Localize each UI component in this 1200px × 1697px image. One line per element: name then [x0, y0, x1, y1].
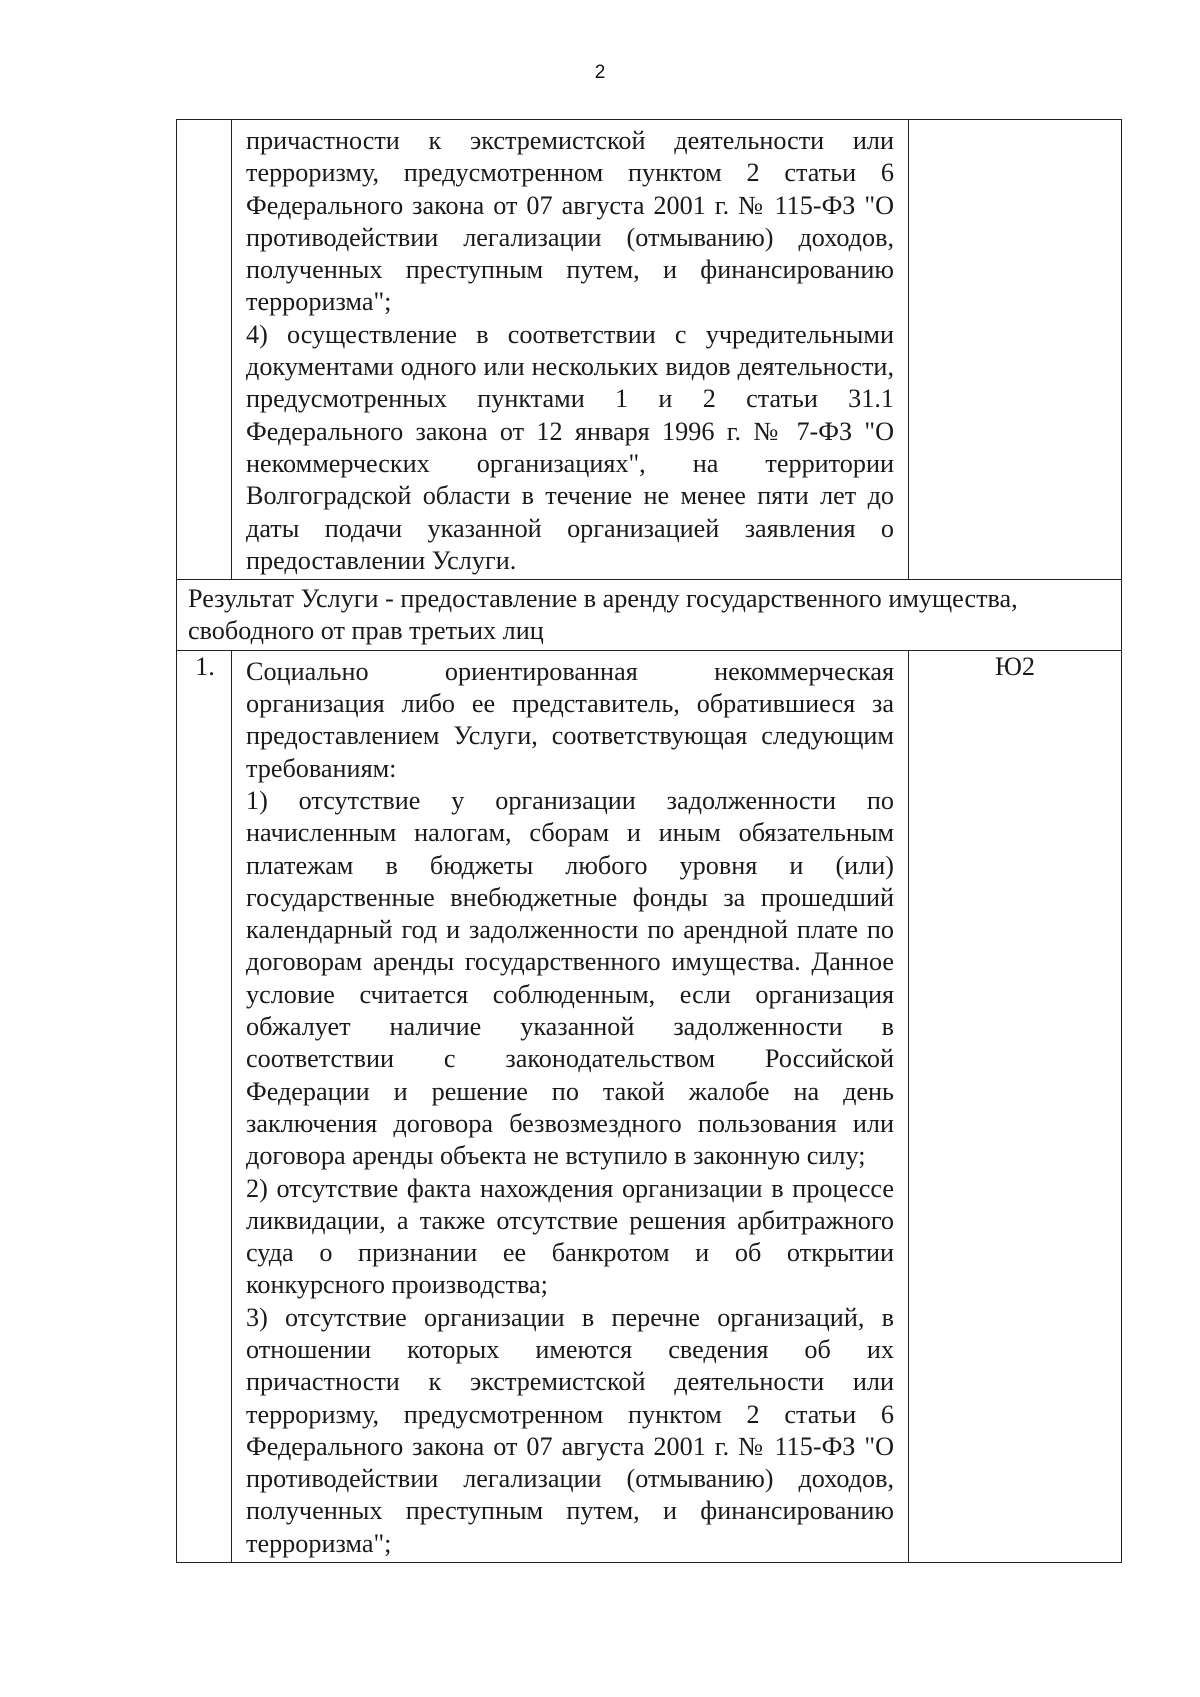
requirement-1-paragraph: 1) отсутствие у организации задолженности по начисленным налогам, сборам и иным обязательным платежам в бюджеты любого уровня и (или) государственные внебюджетные фонды за прошедший календарный год и задолженности по арендной плате по договорам аренды государственного имущества. Данное условие считается соблюденным, если организация обжалует наличие указанной задолженности в соответствии с законодательством Российской Федерации и решение по такой жалобе на день заключения договора безвозмездного пользования или договора аренды объекта не вступило в законную силу;: [246, 785, 894, 1171]
requirement-3-paragraph: 3) отсутствие организации в перечне организаций, в отношении которых имеются сведения об их причастности к экстремистской деятельности или терроризму, предусмотренном пунктом 2 статьи 6 Федерального закона от 07 августа 2001 г. № 115-ФЗ "О противодействии легализации (отмыванию) доходов, полученных преступным путем, и финансированию терроризма";: [246, 1302, 894, 1558]
item-number: 1.: [195, 651, 215, 681]
item-code: Ю2: [994, 651, 1035, 681]
continuation-paragraph: причастности к экстремистской деятельности или терроризму, предусмотренном пунктом 2 статьи 6 Федерального закона от 07 августа 2001 г. № 115-ФЗ "О противодействии легализации (отмыванию) доходов, полученных преступным путем, и финансированию терроризма";: [246, 126, 894, 317]
applicant-paragraph: Социально ориентированная некоммерческая организация либо ее представитель, обратившиеся за предоставлением Услуги, соответствующая следующим требованиям:: [246, 656, 894, 783]
page-number: 2: [594, 62, 606, 83]
text-cell-continuation: [232, 120, 909, 580]
requirement-4-paragraph: 4) осуществление в соответствии с учредительными документами одного или нескольких видов деятельности, предусмотренных пунктами 1 и 2 статьи 31.1 Федерального закона от 12 января 1996 г. № 7-ФЗ "О некоммерческих организациях", на территории Волгоградской области в течение не менее пяти лет до даты подачи указанной организацией заявления о предоставлении Услуги.: [246, 319, 894, 575]
result-header-cell: [177, 580, 1122, 651]
item-text-cell: [232, 650, 909, 1562]
item-number-cell: [177, 650, 232, 1562]
table-row-item-1: [177, 650, 1122, 1562]
item-code-cell: [909, 650, 1122, 1562]
table-row-continuation: [177, 120, 1122, 580]
requirement-2-paragraph: 2) отсутствие факта нахождения организации в процессе ликвидации, а также отсутствие решения арбитражного суда о признании ее банкротом и об открытии конкурсного производства;: [246, 1173, 894, 1300]
code-cell-empty: [909, 120, 1122, 580]
table-row-result-header: [177, 580, 1122, 651]
result-header-text: Результат Услуги - предоставление в аренду государственного имущества, свободного от прав третьих лиц: [188, 584, 1018, 646]
requirements-table: [176, 119, 1122, 1563]
number-cell-empty: [177, 120, 232, 580]
